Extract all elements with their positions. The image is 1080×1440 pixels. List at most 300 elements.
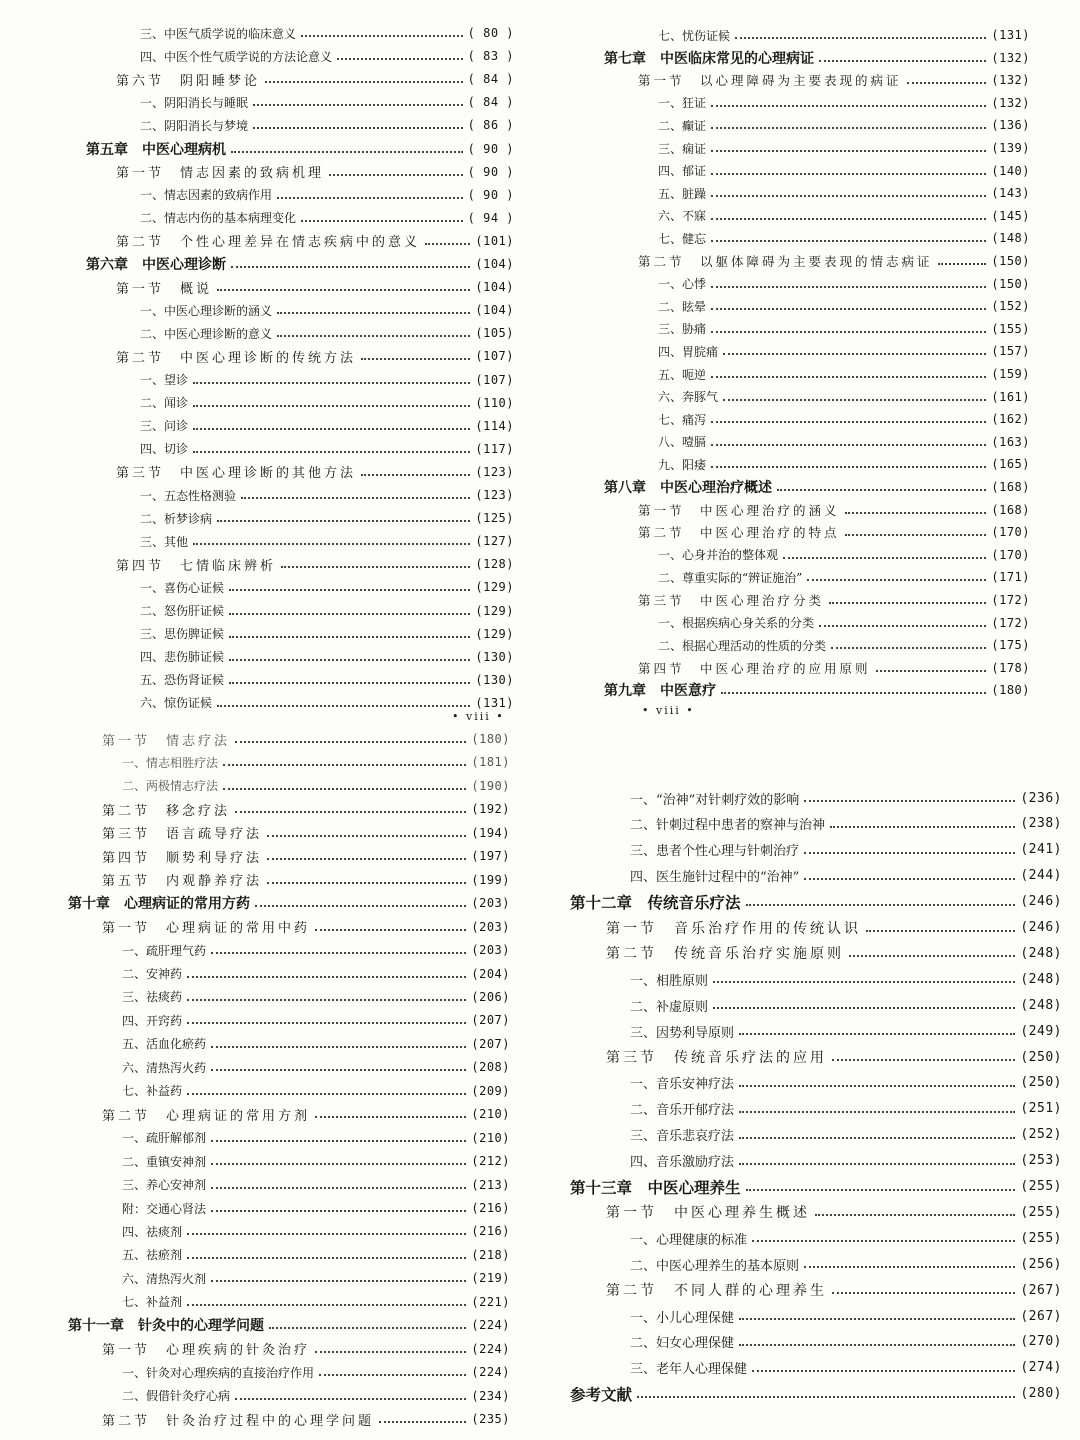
toc-item-entry: [548, 1099, 1080, 1119]
toc-entry-title: 二、两极情志疗法: [122, 779, 219, 794]
dot-leader: [211, 1280, 466, 1282]
toc-page-number: (251): [1020, 1101, 1062, 1117]
toc-page-number: (241): [1020, 842, 1062, 858]
toc-section-entry: [548, 943, 1080, 963]
dot-leader: [223, 788, 466, 790]
toc-entry-title: 七、忧伤证候: [658, 28, 731, 43]
toc-page-number: (203): [471, 943, 510, 958]
toc-entry-title: 一、中医心理诊断的涵义: [140, 303, 273, 318]
toc-entry-title: 七、健忘: [658, 231, 707, 246]
dot-leader: [711, 218, 986, 220]
dot-leader: [711, 173, 986, 175]
toc-item-entry: [0, 300, 562, 320]
toc-page-number: (270): [1020, 1334, 1062, 1350]
toc-page-number: ( 90 ): [467, 187, 514, 202]
toc-entry-title: 三、养心安神剂: [122, 1178, 207, 1193]
dot-leader: [845, 534, 987, 536]
toc-entry-title: 三、祛痰药: [122, 990, 183, 1005]
toc-page-number: (168): [991, 480, 1030, 494]
toc-item-entry: [0, 1010, 548, 1030]
toc-item-entry: [0, 647, 562, 667]
dot-leader: [235, 811, 466, 813]
toc-entry-title: 第三节 中医心理治疗分类: [638, 593, 825, 608]
toc-entry-title: 二、安神药: [122, 967, 183, 981]
dot-leader: [361, 474, 470, 476]
dot-leader: [739, 1318, 1015, 1320]
toc-page-number: (130): [475, 672, 514, 687]
toc-page-number: (210): [471, 1130, 510, 1145]
toc-entry-title: 一、狂证: [658, 96, 707, 111]
toc-entry-title: 五、脏躁: [658, 186, 707, 201]
toc-page-number: (129): [475, 580, 514, 595]
dot-leader: [739, 1137, 1015, 1139]
dot-leader: [315, 1116, 466, 1118]
toc-entry-title: 六、不寐: [658, 209, 707, 224]
toc-item-entry: [562, 183, 1080, 203]
toc-entry-title: 第十章 心理病证的常用方药: [68, 896, 250, 913]
page-folio: • viii •: [642, 704, 695, 717]
toc-page-number: (180): [991, 683, 1030, 698]
toc-entry-title: 参考文献: [570, 1385, 633, 1404]
toc-item-entry: [0, 670, 562, 690]
toc-entry-title: 附：交通心肾法: [122, 1201, 207, 1216]
toc-entry-title: 二、针刺过程中患者的察神与治神: [630, 818, 826, 834]
dot-leader: [315, 1351, 466, 1353]
toc-entry-title: 二、尊重实际的“辨证施治”: [658, 570, 803, 585]
toc-entry-title: 三、中医气质学说的临床意义: [140, 26, 297, 41]
toc-section-entry: [0, 870, 548, 890]
toc-section-entry: [0, 1409, 548, 1429]
dot-leader: [804, 878, 1015, 880]
toc-entry-title: 三、患者个性心理与针刺治疗: [630, 844, 800, 860]
toc-item-entry: [562, 432, 1080, 452]
toc-entry-title: 一、相胜原则: [630, 973, 709, 989]
toc-item-entry: [0, 752, 548, 772]
dot-leader: [711, 105, 986, 107]
dot-leader: [211, 1046, 466, 1048]
toc-page-number: (248): [1020, 945, 1062, 961]
dot-leader: [746, 904, 1016, 906]
toc-chapter-entry: [0, 254, 562, 274]
toc-entry-title: 四、中医个性气质学说的方法论意义: [140, 49, 333, 64]
toc-chapter-entry: [548, 1384, 1080, 1404]
toc-entry-title: 二、妇女心理保健: [630, 1336, 735, 1352]
toc-page-number: (274): [1020, 1360, 1062, 1376]
toc-section-entry: [0, 1104, 548, 1124]
toc-section-entry: [0, 846, 548, 866]
toc-item-entry: [0, 776, 548, 796]
toc-entry-title: 三、因势利导原则: [630, 1025, 735, 1041]
dot-leader: [831, 647, 986, 649]
toc-entry-title: 二、音乐开郁疗法: [630, 1103, 735, 1119]
toc-page-number: (163): [991, 434, 1030, 449]
toc-entry-title: 一、心悸: [658, 277, 707, 292]
dot-leader: [721, 692, 986, 694]
toc-item-entry: [0, 1151, 548, 1171]
toc-item-entry: [0, 393, 562, 413]
toc-item-entry: [548, 1228, 1080, 1248]
toc-page-number: (248): [1020, 971, 1062, 987]
toc-entry-title: 一、疏肝理气药: [122, 943, 207, 958]
toc-entry-title: 第九章 中医意疗: [604, 683, 716, 700]
toc-page-number: (213): [471, 1177, 510, 1192]
toc-page-number: (248): [1020, 997, 1062, 1013]
toc-page-number: (172): [991, 615, 1030, 630]
toc-item-entry: [548, 788, 1080, 808]
dot-leader: [723, 353, 986, 355]
dot-leader: [193, 428, 470, 430]
toc-page-number: (155): [991, 321, 1030, 336]
dot-leader: [277, 312, 470, 314]
toc-page-bottom-right: [548, 722, 1080, 1440]
toc-page-number: (236): [1020, 790, 1062, 806]
toc-page-number: (107): [475, 372, 514, 387]
toc-page-number: (128): [475, 557, 514, 572]
dot-leader: [211, 1210, 466, 1212]
toc-entry-title: 第五章 中医心理病机: [86, 141, 226, 158]
dot-leader: [217, 705, 470, 707]
toc-entry-title: 第二节 心理病证的常用方剂: [102, 1108, 311, 1124]
dot-leader: [815, 1214, 1015, 1216]
dot-leader: [938, 263, 987, 265]
dot-leader: [746, 1189, 1016, 1191]
toc-page-number: (165): [991, 457, 1030, 472]
toc-page-number: (150): [991, 254, 1030, 268]
toc-section-entry: [0, 799, 548, 819]
toc-page-number: (252): [1020, 1127, 1062, 1143]
toc-entry-title: 第二节 个性心理差异在情志疾病中的意义: [116, 235, 421, 251]
toc-entry-title: 七、补益药: [122, 1084, 183, 1099]
toc-page-number: (208): [471, 1060, 510, 1075]
toc-page-number: (114): [475, 418, 514, 433]
dot-leader: [829, 602, 986, 604]
toc-page-number: (204): [471, 966, 510, 981]
toc-item-entry: [562, 274, 1080, 294]
toc-page-number: (145): [991, 208, 1030, 223]
toc-page-number: (123): [475, 464, 514, 479]
toc-item-entry: [0, 1081, 548, 1101]
toc-page-number: (175): [991, 638, 1030, 653]
toc-item-entry: [562, 25, 1080, 45]
toc-item-entry: [548, 866, 1080, 886]
toc-entry-title: 第四节 中医心理治疗的应用原则: [638, 660, 871, 676]
toc-item-entry: [0, 508, 562, 528]
toc-page-number: (207): [471, 1013, 510, 1028]
dot-leader: [783, 557, 986, 559]
toc-item-entry: [0, 1386, 548, 1406]
toc-page-number: (127): [475, 534, 514, 549]
toc-item-entry: [548, 995, 1080, 1015]
toc-page-number: (152): [991, 299, 1030, 314]
dot-leader: [211, 1140, 466, 1142]
toc-item-entry: [562, 635, 1080, 655]
toc-entry-title: 第二节 移念疗法: [102, 803, 231, 819]
toc-item-entry: [562, 228, 1080, 248]
dot-leader: [711, 127, 986, 129]
toc-page-number: (107): [475, 349, 514, 364]
toc-page-number: ( 83 ): [467, 49, 514, 64]
toc-item-entry: [0, 964, 548, 984]
toc-entry-title: 三、其他: [140, 534, 189, 549]
dot-leader: [229, 682, 470, 684]
toc-entry-title: 四、医生施针过程中的“治神”: [630, 870, 800, 886]
toc-entry-title: 一、情志相胜疗法: [122, 755, 219, 770]
dot-leader: [223, 764, 466, 766]
toc-entry-title: 二、癫证: [658, 118, 707, 133]
toc-entry-title: 二、眩晕: [658, 299, 707, 314]
toc-page-number: ( 90 ): [467, 141, 514, 156]
toc-page-number: (117): [475, 441, 514, 456]
dot-leader: [187, 1233, 466, 1235]
dot-leader: [193, 405, 470, 407]
toc-entry-title: 第三节 中医心理诊断的其他方法: [116, 466, 357, 482]
toc-entry-title: 二、根据心理活动的性质的分类: [658, 638, 827, 653]
toc-page-number: (162): [991, 412, 1030, 427]
dot-leader: [711, 308, 986, 310]
toc-entry-title: 第一节 中医心理养生概述: [606, 1205, 810, 1222]
toc-item-entry: [548, 1073, 1080, 1093]
toc-page-number: (250): [1020, 1049, 1062, 1065]
toc-chapter-entry: [562, 48, 1080, 68]
toc-page-number: (246): [1020, 920, 1062, 935]
toc-page-number: (203): [471, 919, 510, 934]
toc-entry-title: 二、怒伤肝证候: [140, 604, 225, 618]
toc-entry-title: 四、开窍药: [122, 1013, 183, 1028]
toc-page-number: (194): [471, 825, 510, 840]
toc-page-number: (255): [1020, 1230, 1062, 1246]
toc-item-entry: [0, 940, 548, 960]
dot-leader: [739, 1085, 1015, 1087]
toc-entry-title: 六、奔豚气: [658, 390, 719, 405]
toc-page-number: (131): [475, 695, 514, 710]
toc-entry-title: 第一节 概说: [116, 281, 213, 297]
toc-page-number: ( 90 ): [467, 164, 514, 179]
toc-entry-title: 第七章 中医临床常见的心理病证: [604, 50, 814, 67]
toc-page-number: (238): [1020, 816, 1062, 832]
toc-item-entry: [0, 1175, 548, 1195]
toc-entry-title: 五、活血化瘀药: [122, 1037, 207, 1052]
toc-entry-title: 六、清热泻火药: [122, 1060, 207, 1075]
toc-item-entry: [562, 319, 1080, 339]
dot-leader: [211, 1069, 466, 1071]
toc-page-number: (161): [991, 389, 1030, 404]
dot-leader: [301, 35, 463, 37]
dot-leader: [637, 1396, 1015, 1398]
toc-item-entry: [0, 485, 562, 505]
toc-entry-title: 一、根据疾病心身关系的分类: [658, 616, 815, 631]
toc-entry-title: 第六章 中医心理诊断: [86, 257, 226, 273]
dot-leader: [711, 331, 986, 333]
dot-leader: [217, 289, 470, 291]
toc-entry-title: 第十三章 中医心理养生: [570, 1178, 741, 1197]
toc-item-entry: [562, 138, 1080, 158]
toc-item-entry: [548, 1254, 1080, 1274]
toc-item-entry: [562, 364, 1080, 384]
toc-item-entry: [0, 46, 562, 66]
toc-page-number: (234): [471, 1388, 510, 1403]
dot-leader: [277, 197, 463, 199]
toc-item-entry: [0, 1128, 548, 1148]
toc-entry-title: 第二节 中医心理诊断的传统方法: [116, 350, 357, 366]
toc-page-number: (267): [1020, 1282, 1062, 1298]
toc-item-entry: [0, 115, 562, 135]
toc-page-number: (267): [1020, 1308, 1062, 1324]
toc-chapter-entry: [562, 680, 1080, 700]
toc-page-number: (190): [471, 778, 510, 793]
dot-leader: [211, 952, 466, 954]
toc-entry-title: 七、痛泻: [658, 412, 707, 427]
toc-section-entry: [0, 231, 562, 251]
toc-entry-title: 一、心理健康的标准: [630, 1232, 748, 1248]
dot-leader: [229, 659, 470, 661]
dot-leader: [315, 929, 466, 931]
toc-item-entry: [0, 323, 562, 343]
toc-entry-title: 第一节 音乐治疗作用的传统认识: [606, 920, 861, 937]
toc-page-number: ( 84 ): [467, 95, 514, 110]
dot-leader: [830, 826, 1015, 828]
toc-entry-title: 八、噎膈: [658, 435, 707, 450]
toc-chapter-entry: [0, 1315, 548, 1335]
toc-item-entry: [548, 1151, 1080, 1171]
toc-page-number: (221): [471, 1294, 510, 1309]
dot-leader: [711, 466, 986, 468]
toc-page-number: (104): [475, 257, 514, 271]
toc-page-number: ( 84 ): [467, 72, 514, 87]
dot-leader: [845, 512, 987, 514]
toc-page-number: (224): [471, 1365, 510, 1380]
toc-entry-title: 一、“治神”对针刺疗效的影响: [630, 792, 800, 808]
dot-leader: [711, 195, 986, 197]
toc-page-number: (110): [475, 395, 514, 410]
toc-item-entry: [548, 1125, 1080, 1145]
toc-page-number: (244): [1020, 868, 1062, 884]
toc-item-entry: [0, 92, 562, 112]
toc-entry-title: 第一节 心理疾病的针灸治疗: [102, 1343, 311, 1359]
toc-entry-title: 四、郁证: [658, 164, 707, 179]
dot-leader: [187, 999, 466, 1001]
toc-page-number: (129): [475, 603, 514, 618]
dot-leader: [193, 382, 470, 384]
toc-page-number: (159): [991, 367, 1030, 381]
toc-page-number: (150): [991, 276, 1030, 291]
dot-leader: [777, 489, 986, 491]
toc-entry-title: 六、惊伤证候: [140, 696, 213, 711]
dot-leader: [277, 335, 470, 337]
toc-item-entry: [0, 1221, 548, 1241]
toc-entry-title: 四、音乐激励疗法: [630, 1155, 735, 1171]
toc-entry-title: 第四节 七情临床辨析: [116, 558, 277, 574]
dot-leader: [807, 579, 986, 581]
dot-leader: [723, 399, 986, 401]
toc-page-number: (197): [471, 849, 510, 864]
toc-entry-title: 一、心身并治的整体观: [658, 548, 779, 563]
toc-entry-title: 二、中医心理诊断的意义: [140, 326, 273, 341]
toc-item-entry: [562, 93, 1080, 113]
dot-leader: [301, 220, 463, 222]
toc-page-number: (171): [991, 570, 1030, 585]
page-folio: • viii •: [452, 710, 505, 723]
dot-leader: [229, 589, 470, 591]
toc-section-entry: [548, 1280, 1080, 1300]
toc-page-number: (132): [991, 73, 1030, 88]
toc-page-number: (168): [991, 502, 1030, 517]
toc-item-entry: [0, 1198, 548, 1218]
toc-section-entry: [0, 69, 562, 89]
toc-page-number: (207): [471, 1036, 510, 1051]
toc-page-number: (157): [991, 344, 1030, 359]
dot-leader: [711, 444, 986, 446]
dot-leader: [876, 670, 987, 672]
toc-entry-title: 一、音乐安神疗法: [630, 1077, 735, 1093]
dot-leader: [267, 882, 466, 884]
toc-item-entry: [0, 208, 562, 228]
toc-page-number: (172): [991, 593, 1030, 607]
dot-leader: [231, 266, 470, 268]
toc-entry-title: 第三节 传统音乐疗法的应用: [606, 1050, 827, 1066]
toc-entry-title: 第二节 针灸治疗过程中的心理学问题: [102, 1413, 375, 1429]
dot-leader: [193, 451, 470, 453]
toc-section-entry: [562, 522, 1080, 542]
dot-leader: [231, 151, 463, 153]
toc-page-number: (219): [471, 1271, 510, 1286]
toc-chapter-entry: [0, 893, 548, 913]
toc-entry-title: 四、祛痰剂: [122, 1224, 183, 1239]
toc-item-entry: [562, 115, 1080, 135]
toc-entry-title: 五、恐伤肾证候: [140, 673, 225, 688]
toc-page-number: (143): [991, 186, 1030, 201]
dot-leader: [235, 1398, 466, 1400]
toc-page-number: (256): [1020, 1256, 1062, 1272]
toc-page-number: ( 86 ): [467, 118, 514, 133]
toc-section-entry: [0, 729, 548, 749]
dot-leader: [832, 1059, 1015, 1061]
toc-page-number: (136): [991, 118, 1030, 133]
toc-section-entry: [0, 1339, 548, 1359]
toc-item-entry: [0, 23, 562, 43]
toc-page-number: (210): [471, 1107, 510, 1122]
toc-entry-title: 第六节 阴阳睡梦论: [116, 73, 261, 89]
dot-leader: [235, 741, 466, 743]
toc-item-entry: [0, 601, 562, 621]
toc-item-entry: [548, 1332, 1080, 1352]
toc-page-number: (148): [991, 231, 1030, 246]
toc-item-entry: [548, 1306, 1080, 1326]
toc-item-entry: [562, 613, 1080, 633]
dot-leader: [735, 37, 986, 39]
toc-page-number: (131): [991, 28, 1030, 42]
toc-page-top-right: [562, 0, 1080, 722]
dot-leader: [804, 852, 1015, 854]
toc-page-number: (139): [991, 141, 1030, 155]
dot-leader: [804, 800, 1015, 802]
toc-item-entry: [0, 1268, 548, 1288]
dot-leader: [804, 1266, 1015, 1268]
dot-leader: [907, 82, 987, 84]
toc-item-entry: [0, 416, 562, 436]
toc-page-number: (246): [1020, 894, 1062, 910]
toc-entry-title: 二、析梦诊病: [140, 511, 213, 526]
toc-entry-title: 一、疏肝解郁剂: [122, 1131, 207, 1146]
toc-section-entry: [0, 277, 562, 297]
dot-leader: [211, 1187, 466, 1189]
dot-leader: [711, 286, 986, 288]
toc-page-number: (181): [471, 755, 510, 770]
dot-leader: [187, 1093, 466, 1095]
toc-item-entry: [562, 545, 1080, 565]
toc-item-entry: [0, 370, 562, 390]
toc-item-entry: [548, 840, 1080, 860]
dot-leader: [711, 376, 986, 378]
